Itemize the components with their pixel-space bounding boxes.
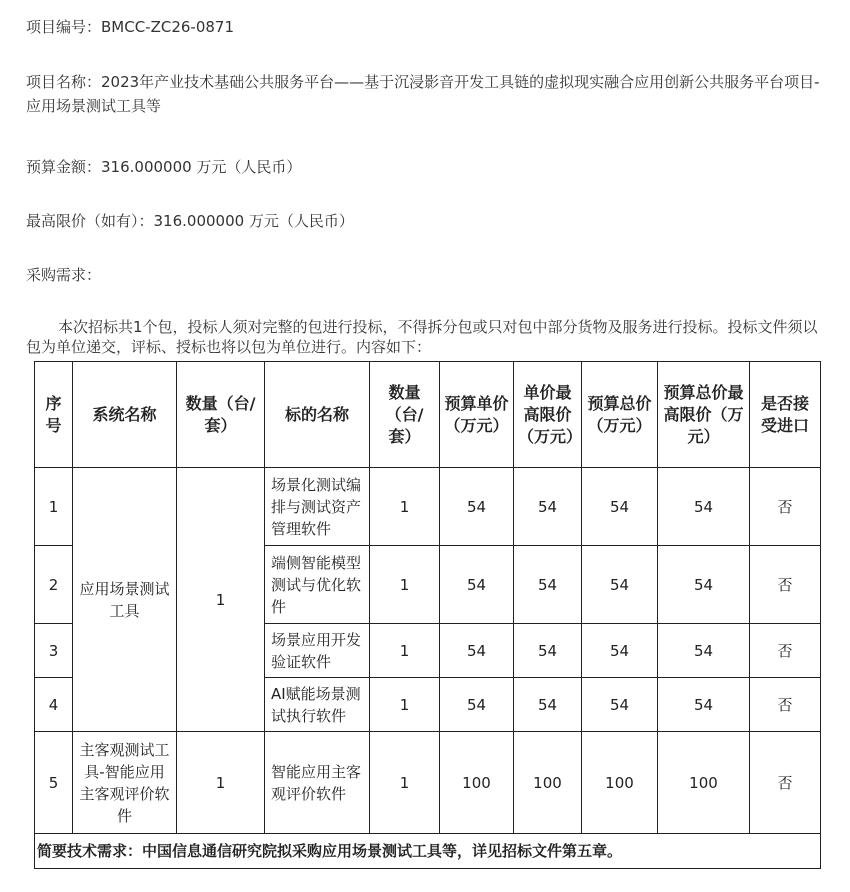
import-accepted: 否	[750, 732, 821, 834]
header-system: 系统名称	[73, 362, 177, 468]
total-max: 100	[658, 732, 750, 834]
table-row	[35, 468, 821, 546]
tech-requirement: 简要技术需求：中国信息通信研究院拟采购应用场景测试工具等，详见招标文件第五章。	[35, 834, 821, 869]
total-budget: 54	[582, 678, 658, 732]
system-name: 主客观测试工具-智能应用主客观评价软件	[73, 732, 177, 834]
header-total-max: 预算总价最高限价（万元）	[658, 362, 750, 468]
total-budget: 54	[582, 624, 658, 678]
item-name: 端侧智能模型测试与优化软件	[265, 546, 370, 624]
budget-amount: 预算金额：316.000000 万元（人民币）	[26, 158, 302, 176]
total-max: 54	[658, 678, 750, 732]
total-budget: 54	[582, 546, 658, 624]
project-name: 项目名称：2023年产业技术基础公共服务平台——基于沉浸影音开发工具链的虚拟现实融合应用创新公共服务平台项目-应用场景测试工具等	[26, 73, 820, 115]
row-no: 2	[35, 546, 73, 624]
total-budget: 54	[582, 468, 658, 546]
project-number: 项目编号：BMCC-ZC26-0871	[26, 18, 235, 36]
header-unit-budget: 预算单价（万元）	[440, 362, 514, 468]
procurement-table	[34, 361, 821, 869]
unit-max: 54	[514, 546, 582, 624]
row-no: 4	[35, 678, 73, 732]
total-budget: 100	[582, 732, 658, 834]
row-no: 5	[35, 732, 73, 834]
header-import: 是否接受进口	[750, 362, 821, 468]
unit-max: 54	[514, 624, 582, 678]
row-no: 1	[35, 468, 73, 546]
import-accepted: 否	[750, 468, 821, 546]
item-qty: 1	[370, 732, 440, 834]
total-max: 54	[658, 468, 750, 546]
tech-requirement-row	[35, 834, 821, 869]
import-accepted: 否	[750, 678, 821, 732]
header-item: 标的名称	[265, 362, 370, 468]
row-no: 3	[35, 624, 73, 678]
item-name: AI赋能场景测试执行软件	[265, 678, 370, 732]
unit-budget: 54	[440, 546, 514, 624]
table-header-row	[35, 362, 821, 468]
system-qty: 1	[177, 468, 265, 732]
header-item-qty: 数量（台/套）	[370, 362, 440, 468]
unit-budget: 100	[440, 732, 514, 834]
unit-max: 54	[514, 468, 582, 546]
system-name: 应用场景测试工具	[73, 468, 177, 732]
intro-paragraph: 本次招标共1个包，投标人须对完整的包进行投标，不得拆分包或只对包中部分货物及服务进行投标。投标文件须以包为单位递交，评标、授标也将以包为单位进行。内容如下：	[26, 318, 818, 356]
item-name: 场景应用开发验证软件	[265, 624, 370, 678]
item-qty: 1	[370, 468, 440, 546]
total-max: 54	[658, 624, 750, 678]
header-qty: 数量（台/套）	[177, 362, 265, 468]
header-no: 序号	[35, 362, 73, 468]
unit-budget: 54	[440, 468, 514, 546]
system-qty: 1	[177, 732, 265, 834]
item-name: 智能应用主客观评价软件	[265, 732, 370, 834]
unit-budget: 54	[440, 678, 514, 732]
import-accepted: 否	[750, 546, 821, 624]
unit-max: 100	[514, 732, 582, 834]
unit-max: 54	[514, 678, 582, 732]
item-name: 场景化测试编排与测试资产管理软件	[265, 468, 370, 546]
unit-budget: 54	[440, 624, 514, 678]
item-qty: 1	[370, 546, 440, 624]
header-unit-max: 单价最高限价（万元）	[514, 362, 582, 468]
item-qty: 1	[370, 678, 440, 732]
item-qty: 1	[370, 624, 440, 678]
max-price: 最高限价（如有）：316.000000 万元（人民币）	[26, 212, 354, 230]
table-row	[35, 732, 821, 834]
import-accepted: 否	[750, 624, 821, 678]
header-total-budget: 预算总价（万元）	[582, 362, 658, 468]
total-max: 54	[658, 546, 750, 624]
requirements-label: 采购需求：	[26, 266, 102, 284]
